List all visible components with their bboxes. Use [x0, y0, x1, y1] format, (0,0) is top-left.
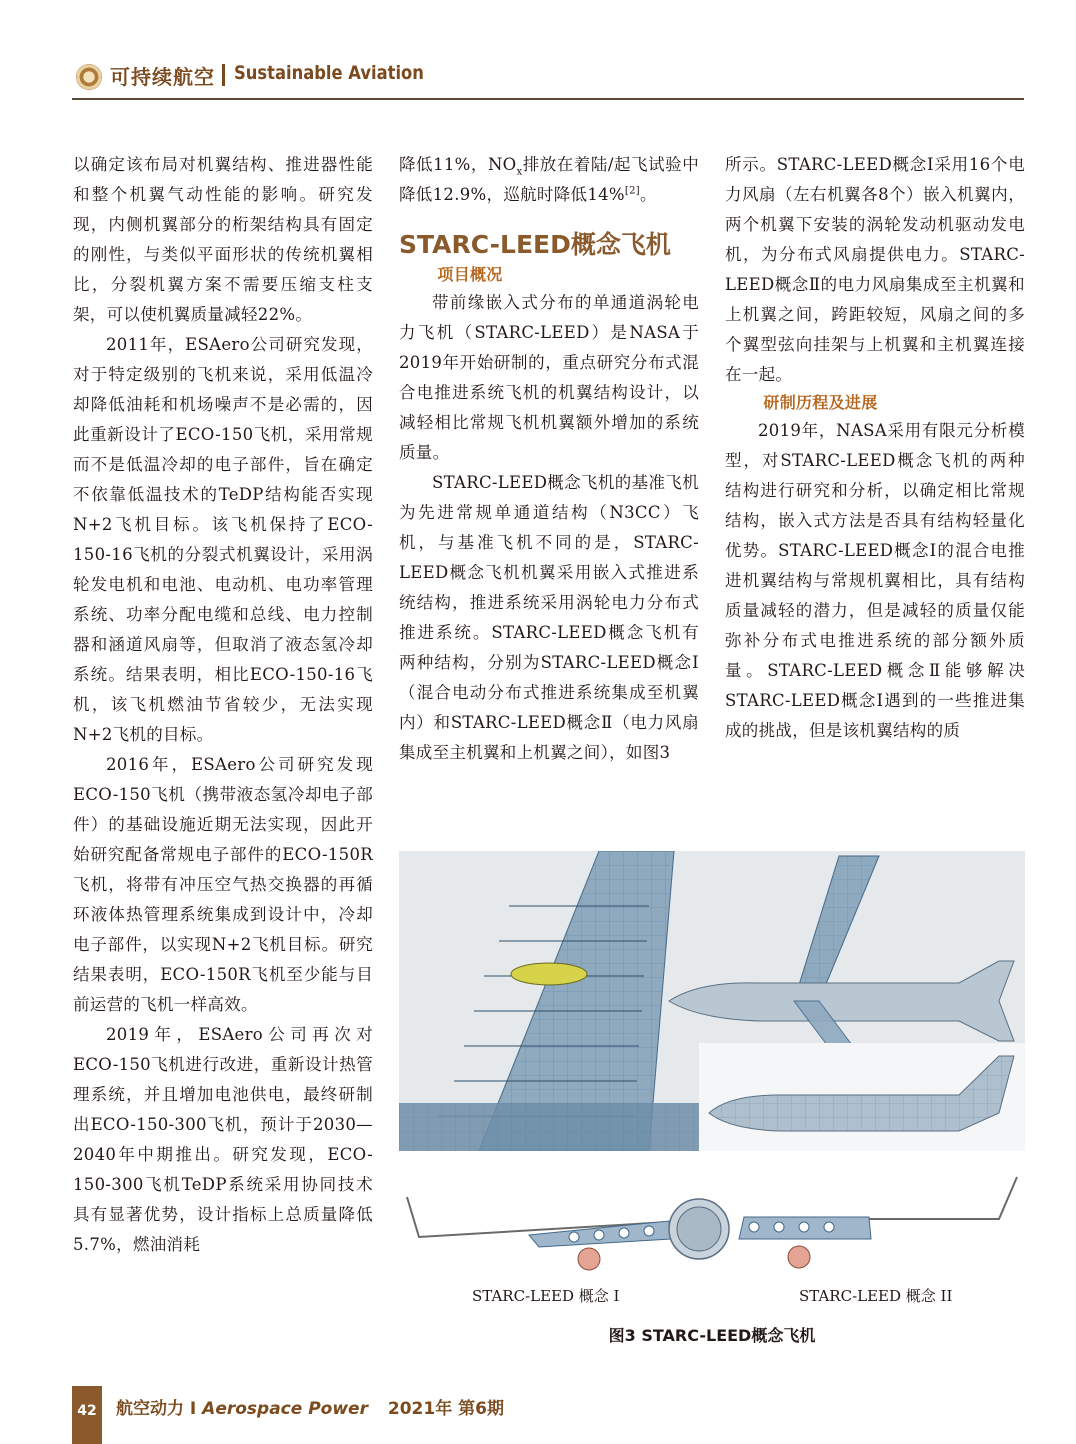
column-3 — [725, 150, 1025, 746]
subsection-title: 项目概况 — [437, 265, 503, 284]
column-2 — [399, 150, 699, 768]
header-title-cn: 可持续航空 — [110, 65, 215, 89]
paragraph: 带前缘嵌入式分布的单通道涡轮电力飞机（STARC-LEED）是NASA于2019年开始研制的，重点研究分布式混合电推进系统飞机的机翼结构设计，以减轻相比常规飞机机翼额外增加的系统质量。 — [399, 293, 699, 462]
journal-info — [116, 1394, 504, 1419]
journal-name-cn: 航空动力 — [116, 1399, 184, 1419]
journal-logo-icon — [76, 64, 102, 90]
paragraph: 以确定该布局对机翼结构、推进器性能和整个机翼气动性能的影响。研究发现，内侧机翼部分的桁架结构具有固定的刚性，与类似平面形状的传统机翼相比，分裂机翼方案不需要压缩支柱支架，可以使机翼质量减轻22%。 — [73, 155, 373, 324]
wing-structure-illustration — [399, 851, 1025, 1151]
paragraph: 2016年，ESAero公司研究发现ECO-150飞机（携带液态氢冷却电子部件）的基础设施近期无法实现，因此开始研究配备常规电子部件的ECO-150R飞机，将带有冲压空气热交换器的再循环液体热管理系统集成到设计中，冷却电子部件，以实现N+2飞机目标。研究结果表明，ECO-150R飞机至少能与目前运营的飞机一样高效。 — [73, 755, 373, 1014]
section-title: STARC-LEED概念飞机 — [399, 230, 671, 259]
figure-structure-render — [399, 851, 1025, 1151]
paragraph: STARC-LEED概念飞机的基准飞机为先进常规单通道结构（N3CC）飞机，与基准飞机不同的是，STARC-LEED概念飞机机翼采用嵌入式推进系统结构，推进系统采用涡轮电力分布式推进系统。STARC-LEED概念飞机有两种结构，分别为STARC-LEED概念Ⅰ（混合电动分布式推进系统集成至机翼内）和STARC-LEED概念Ⅱ（电力风扇集成至主机翼和上机翼之间），如图3 — [399, 473, 699, 762]
header-rule — [72, 98, 1024, 100]
paragraph: 2011年，ESAero公司研究发现，对于特定级别的飞机来说，采用低温冷却降低油耗和机场噪声不是必需的，因此重新设计了ECO-150飞机，采用常规而不是低温冷却的电子部件，旨在确定不依靠低温技术的TeDP结构能否实现N+2飞机目标。该飞机保持了ECO-150-16飞机的分裂式机翼设计，采用涡轮发电机和电池、电动机、电功率管理系统、功率分配电缆和总线、电力控制器和涵道风扇等，但取消了液态氢冷却系统。结果表明，相比ECO-150-16飞机，该飞机燃油节省较少，无法实现N+2飞机的目标。 — [73, 335, 373, 744]
paragraph: 2019年，ESAero公司再次对ECO-150飞机进行改进，重新设计热管理系统，并且增加电池供电，最终研制出ECO-150-300飞机，预计于2030—2040年中期推出。研究发现，ECO-150-300飞机TeDP系统采用协同技术具有显著优势，设计指标上总质量降低5.7%，燃油消耗 — [73, 1025, 373, 1254]
page-header — [72, 58, 1024, 102]
header-divider — [222, 64, 225, 86]
journal-name-en: Aerospace Power — [202, 1399, 368, 1419]
subsection-title: 研制历程及进展 — [763, 393, 878, 412]
front-view-illustration — [399, 1157, 1025, 1272]
page-footer — [72, 1386, 672, 1436]
figure-front-views — [399, 1157, 1025, 1272]
paragraph: 降低11%，$NO_x$排放在着陆/起飞试验中降低12.9%，巡航时降低14%[2]。 — [399, 155, 699, 204]
page-number: 42 — [72, 1386, 102, 1444]
header-title-en: Sustainable Aviation — [234, 62, 424, 84]
figure-caption: 图3 STARC-LEED概念飞机 — [608, 1326, 816, 1345]
figure-label-concept-1: STARC-LEED 概念 I — [472, 1287, 620, 1305]
paragraph: 所示。STARC-LEED概念Ⅰ采用16个电力风扇（左右机翼各8个）嵌入机翼内，两个机翼下安装的涡轮发动机驱动发电机，为分布式风扇提供电力。STARC-LEED概念Ⅱ的电力风扇集成至主机翼和上机翼之间，跨距较短，风扇之间的多个翼型弦向挂架与上机翼和主机翼连接在一起。 — [725, 155, 1025, 384]
journal-issue: 2021年 第6期 — [387, 1399, 504, 1419]
paragraph: 2019年，NASA采用有限元分析模型，对STARC-LEED概念飞机的两种结构进行研究和分析，以确定相比常规结构，嵌入式方法是否具有结构轻量化优势。STARC-LEED概念Ⅰ的混合电推进机翼结构与常规机翼相比，具有结构质量减轻的潜力，但是减轻的质量仅能弥补分布式电推进系统的部分额外质量。STARC-LEED概念Ⅱ能够解决STARC-LEED概念Ⅰ遇到的一些推进集成的挑战，但是该机翼结构的质 — [725, 421, 1025, 740]
citation-ref: [2] — [624, 185, 640, 197]
journal-divider: I — [189, 1399, 203, 1419]
subscript: x — [516, 166, 523, 178]
figure-label-concept-2: STARC-LEED 概念 II — [799, 1287, 953, 1305]
column-1 — [73, 150, 373, 1260]
